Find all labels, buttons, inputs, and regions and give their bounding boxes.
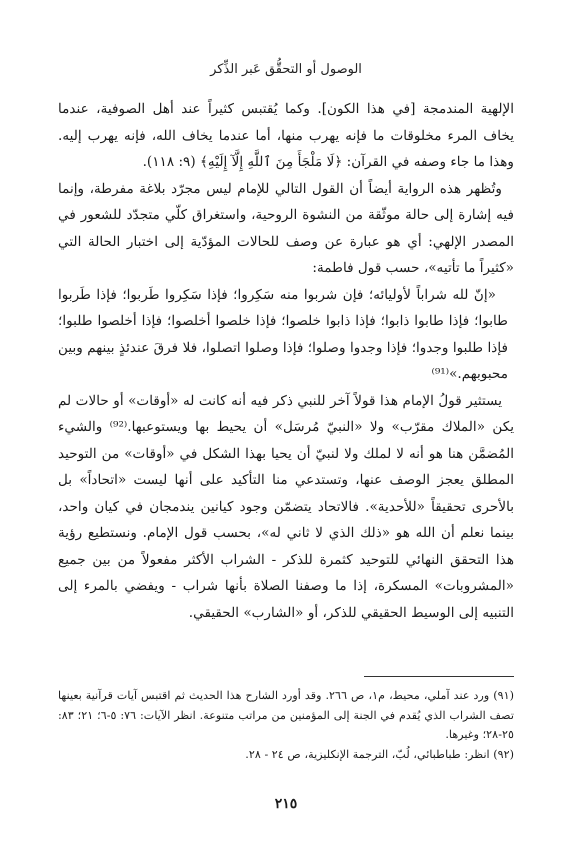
footnote-divider	[364, 676, 514, 677]
page-number: ٢١٥	[274, 796, 298, 812]
paragraph-4: يستثير قولُ الإمام هذا قولاً آخر للنبي ذكر فيه أنه كانت له «أوقات» أو حالات لم يكن «الملاك مقرّب» ولا «النبيّ مُرسَل» أن يحيط بها ويستوعبها.⁽⁹²⁾ والشيء المُضمَّن هنا هو أنه لا لملك ولا لنبيّ أن يحيا بهذا الشكل في «أوقات» من التوحيد المطلق يعجز الوصف عنها، وتستدعي منا التأكيد على أنها ليست «اتحاداً» بل بالأحرى تحقيقاً «للأحدية». فالاتحاد يتضمّن وجود كيانين يندمجان في كيان واحد، بينما نعلم أن الله هو «ذلك الذي لا ثاني له»، بحسب قول الإمام. ونستطيع رؤية هذا التحقق النهائي للتوحيد كثمرة للذكر - الشراب الأكثر مفعولاً من بين جميع «المشروبات» المسكرة، إذا ما وصفنا الصلاة بأنها شراب - ويفضي بالمرء إلى التنبيه إلى الوسيط الحقيقي للذكر، أو «الشارب» الحقيقي.	[58, 392, 514, 621]
main-text	[58, 96, 514, 626]
footnote-91: (٩١) ورد عند آملي، محيط، م١، ص ٢٦٦. وقد أورد الشارح هذا الحديث ثم اقتبس آيات قرآنية بعينها تصف الشراب الذي يُقدم في الجنة إلى المؤمنين من مراتب متنوعة. انظر الآيات: ٧٦: ٥-٦؛ ٢١؛ ٨٣: ٢٥-٢٨؛ وغيرها.	[58, 689, 514, 741]
paragraph-1: الإلهية المندمجة [في هذا الكون]. وكما يُقتبس كثيراً عند أهل الصوفية، عندما يخاف المرء مخلوقات ما فإنه يهرب منها، أما عندما يخاف الله، فإنه يهرب إليه. وهذا ما جاء وصفه في القرآن: ﴿لَا مَلْجَأَ مِنَ ٱللَّهِ إِلَّآ إِلَيْهِ﴾ (٩: ١١٨).	[58, 101, 514, 170]
footnote-92: (٩٢) انظر: طباطبائي، لُبّ، الترجمة الإنكليزية، ص ٢٤ - ٢٨.	[245, 747, 514, 761]
footnotes	[58, 686, 514, 764]
paragraph-2: وتُظهر هذه الرواية أيضاً أن القول التالي للإمام ليس مجرّد بلاغة مفرطة، وإنما فيه إشارة إلى حالة موثّقة من النشوة الروحية، واستغراق كلّي متجدّد للشعور في المصدر الإلهي: أي هو عبارة عن وصف للحالات المؤدّية إلى اختبار الحالة التي «كثيراً ما تأتيه»، حسب قول فاطمة:	[58, 180, 514, 276]
running-title: الوصول أو التحقُّق عَبر الذِّكر	[210, 62, 362, 77]
quotation-paragraph: «إنّ لله شراباً لأوليائه؛ فإن شربوا منه سَكِروا؛ فإذا سَكِروا طَربوا؛ فإذا طَربوا طابوا؛ فإذا طابوا ذابوا؛ فإذا ذابوا خلصوا؛ فإذا خلصوا أخلصوا؛ فإذا أخلصوا طلبوا؛ فإذا طلبوا وجدوا؛ فإذا وجدوا وصلوا؛ فإذا وصلوا اتصلوا، فلا فرقَ عندئذٍ بينهم وبين محبوبهم.»⁽⁹¹⁾	[58, 286, 508, 382]
